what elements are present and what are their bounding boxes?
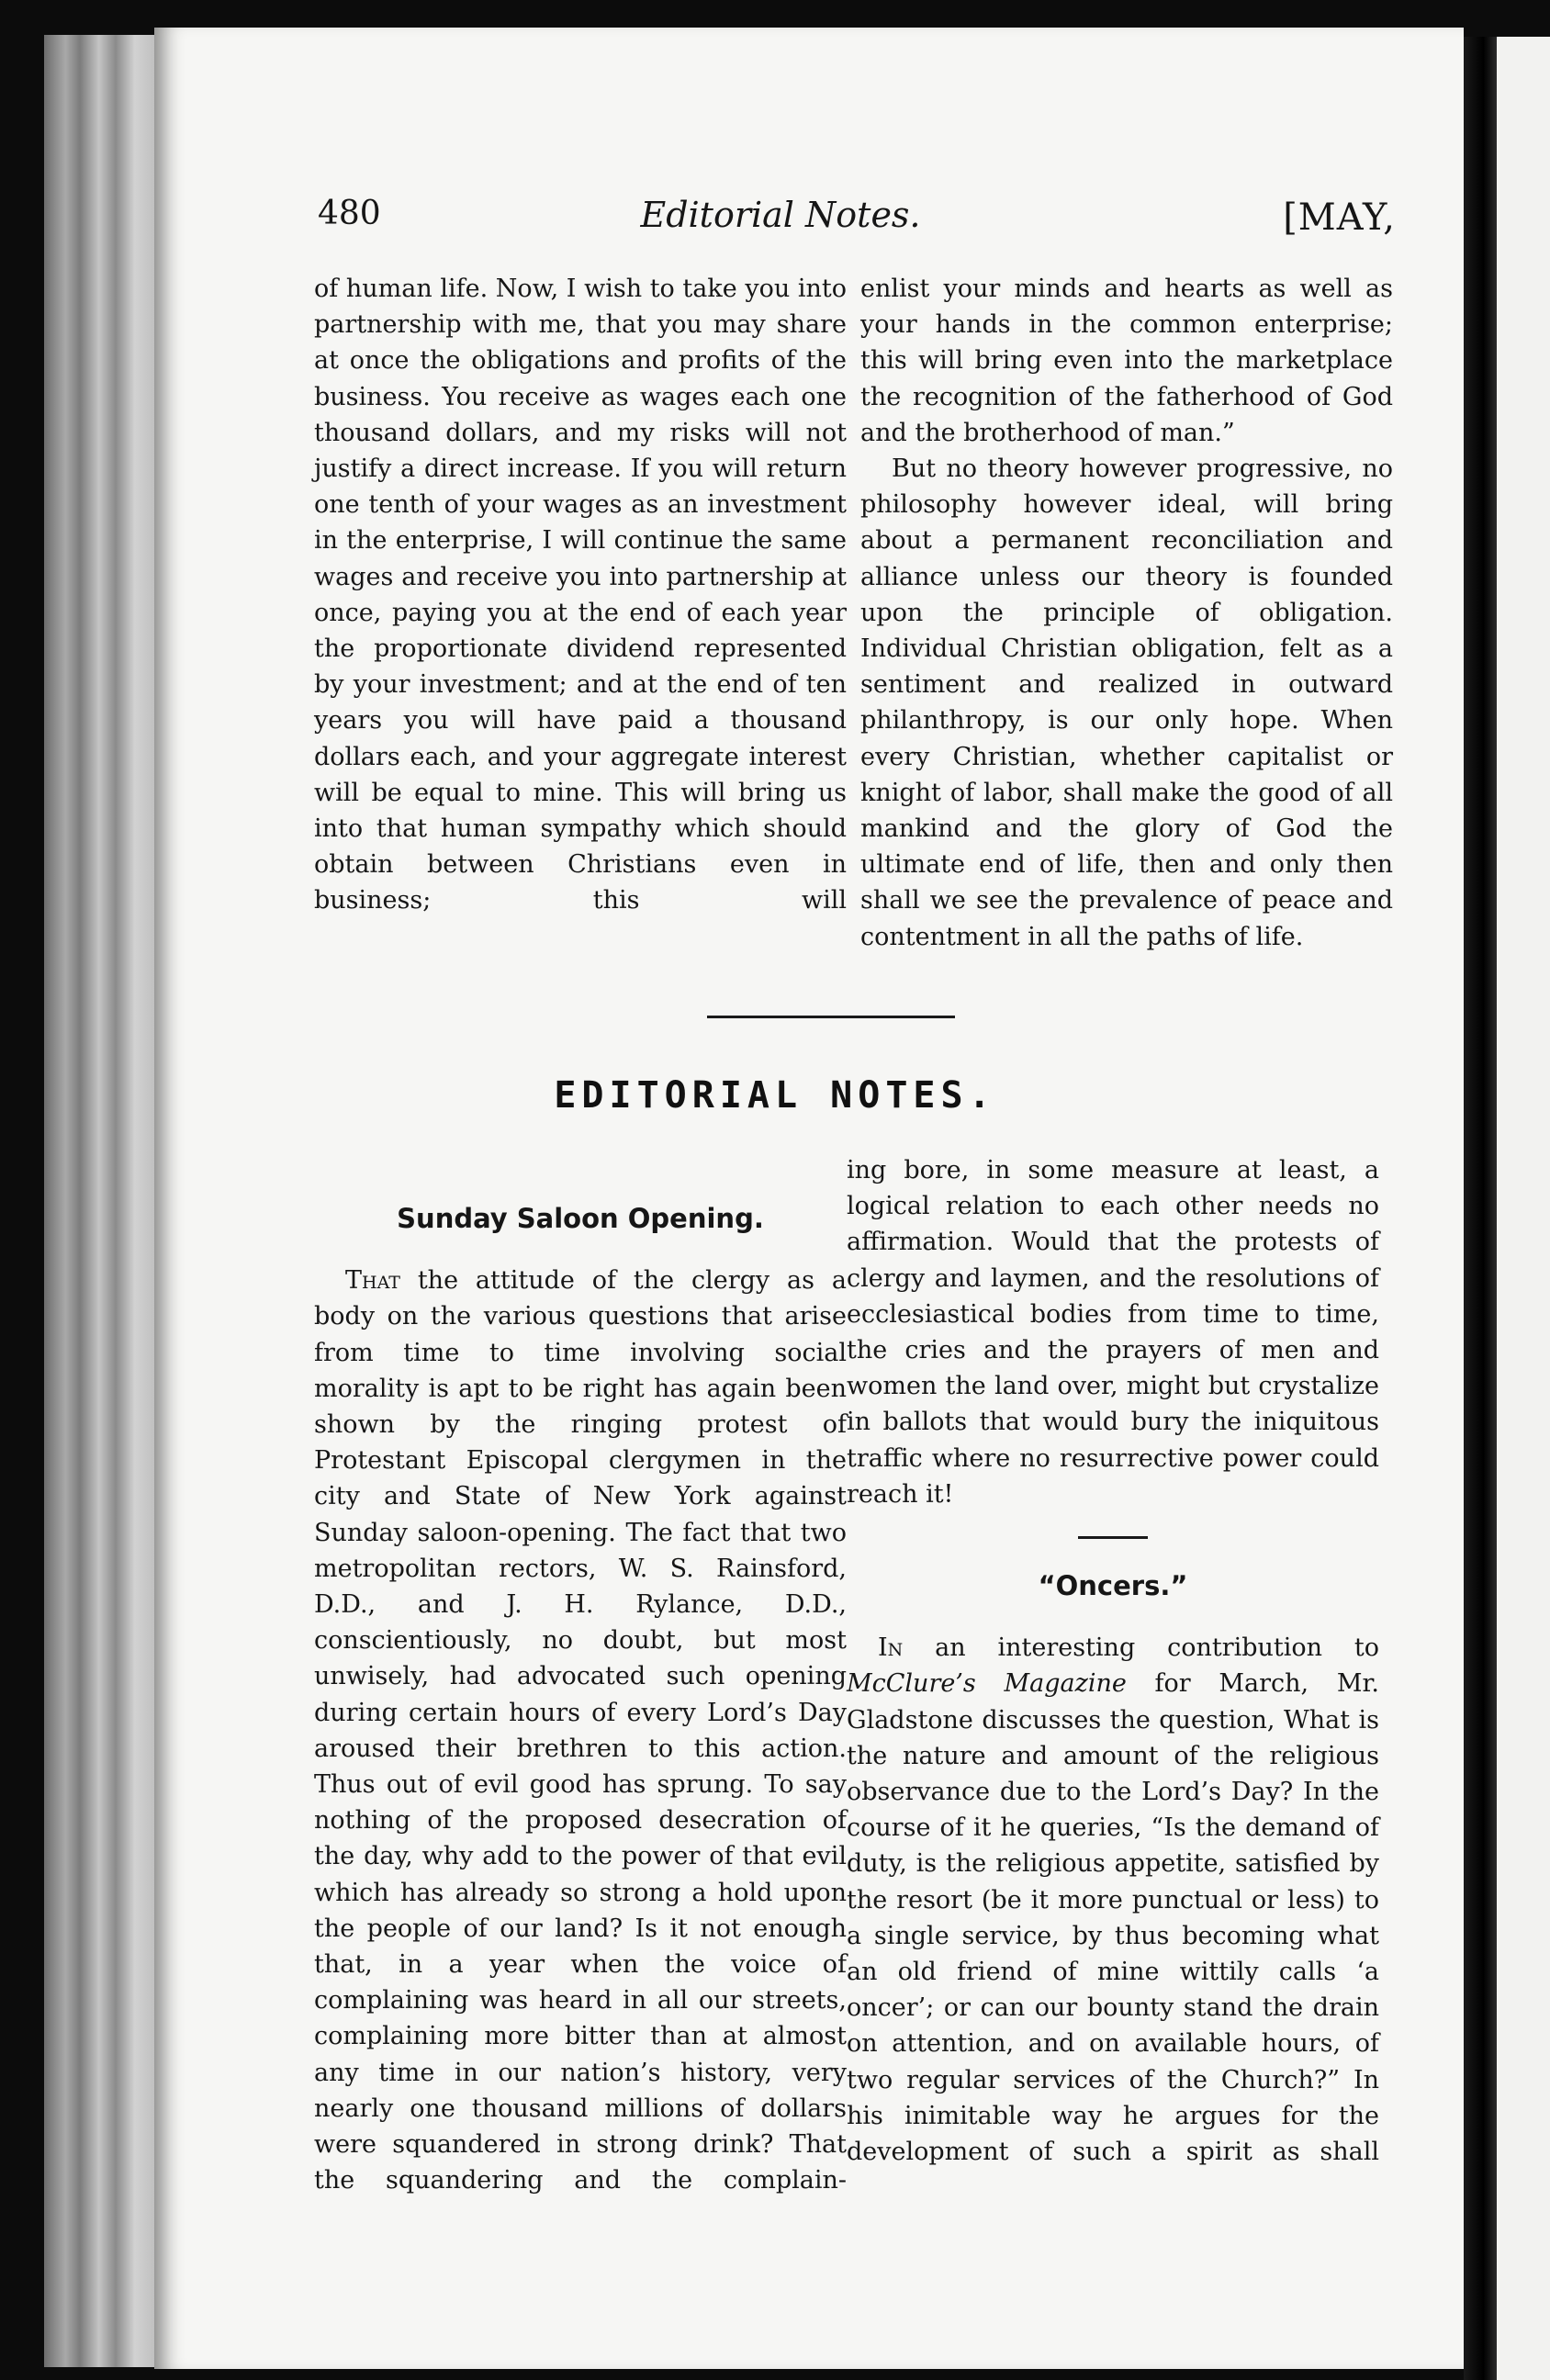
paragraph-text: the attitude of the clergy as a body on the various questions that arise from time to time involving social morality is apt to be right has again been shown by the ringing protest of Protestant Episcopal clergymen in the city and State of New York against Sunday saloon-opening. The fact that two metropolitan rectors, W. S. Rainsford, D.D., and J. H. Rylance, D.D., conscientiously, no doubt, but most unwisely, had advocated such opening during certain hours of every Lord’s Day aroused their brethren to this action. Thus out of evil good has sprung. To say nothing of the proposed desecration of the day, why add to the power of that evil which has already so strong a hold upon the people of our land? Is it not enough that, in a year when the voice of complaining was heard in all our streets, complaining more bitter than at almost any time in our nation’s history, very nearly one thousand millions of dollars were squandered in strong drink? That the squandering and the complain- — [314, 1266, 847, 2195]
paragraph: But no theory however progressive, no philosophy however ideal, will bring about a permanent reconciliation and alliance unless our theory is founded upon the principle of obligation. Individual Christian obligation, felt as a sentiment and realized in outward philanthropy, is our only hope. When every Christian, whether capitalist or knight of labor, shall make the good of all mankind and the glory of God the ultimate end of life, then and only then shall we see the prevalence of peace and contentment in all the paths of life. — [860, 455, 1393, 951]
running-date: [MAY, — [1283, 196, 1396, 239]
article-divider — [1078, 1536, 1148, 1539]
paragraph-text: an interesting contribution to — [903, 1633, 1379, 1663]
magazine-title: McClure’s Magazine — [847, 1669, 1127, 1699]
continued-paragraph: of human life. Now, I wish to take you into partnership with me, that you may share at once the obligations and profits of the business. You receive as wages each one thousand dollars, and my risks will not justify a direct increase. If you will return one tenth of your wages as an investment in the enterprise, I will continue the same wages and receive you into partnership at once, paying you at the end of each year the proportionate dividend represented by your investment; and at the end of ten years you will have paid a thousand dollars each, and your aggregate interest will be equal to mine. This will bring us into that human sympathy which should obtain between Christians even in business; this will — [314, 275, 847, 915]
paragraph — [314, 1263, 847, 2198]
top-left-column — [314, 271, 847, 919]
article-sunday-saloon-left — [314, 1201, 847, 2198]
paragraph: ing bore, in some measure at least, a logical relation to each other needs no affirmation. Would that the protests of clergy and laymen, and the resolutions of ecclesiastical bodies from time to time, the cries and the prayers of men and women the land over, might but crystalize in ballots that would bury the iniquitous traffic where no resurrective power could reach it! — [847, 1156, 1379, 1509]
paragraph — [847, 1630, 1379, 2170]
page-number: 480 — [318, 195, 381, 232]
section-heading: EDITORIAL NOTES. — [554, 1074, 996, 1117]
paragraph: enlist your minds and hearts as well as your hands in the common enterprise; this will bring even into the marketplace the recognition of the fatherhood of God and the brotherhood of man.” — [860, 275, 1393, 447]
running-header — [165, 184, 1396, 257]
facing-page-edge — [1497, 37, 1550, 2380]
running-title: Editorial Notes. — [640, 195, 921, 235]
paragraph-text: for March, Mr. Gladstone discusses the question, What is the nature and amount of the religious observance due to the Lord’s Day? In the course of it he queries, “Is the demand of duty, is the religious appetite, satisfied by the resort (be it more punctual or less) to a single service, by thus becoming what an old friend of mine wittily calls ‘a oncer’; or can our bounty stand the drain on attention, and on available hours, of two regular services of the Church?” In his inimitable way he argues for the development of such a spirit as shall — [847, 1669, 1379, 2167]
article-heading: Sunday Saloon Opening. — [397, 1203, 764, 1234]
book-gutter — [1464, 37, 1497, 2380]
section-divider — [707, 1016, 955, 1018]
top-right-column — [860, 271, 1393, 955]
lead-word: That — [345, 1266, 400, 1296]
article-columns-right — [847, 1152, 1379, 2170]
lead-word: In — [878, 1633, 904, 1663]
article-heading: “Oncers.” — [1038, 1570, 1188, 1602]
page-stack-edge — [44, 35, 163, 2367]
